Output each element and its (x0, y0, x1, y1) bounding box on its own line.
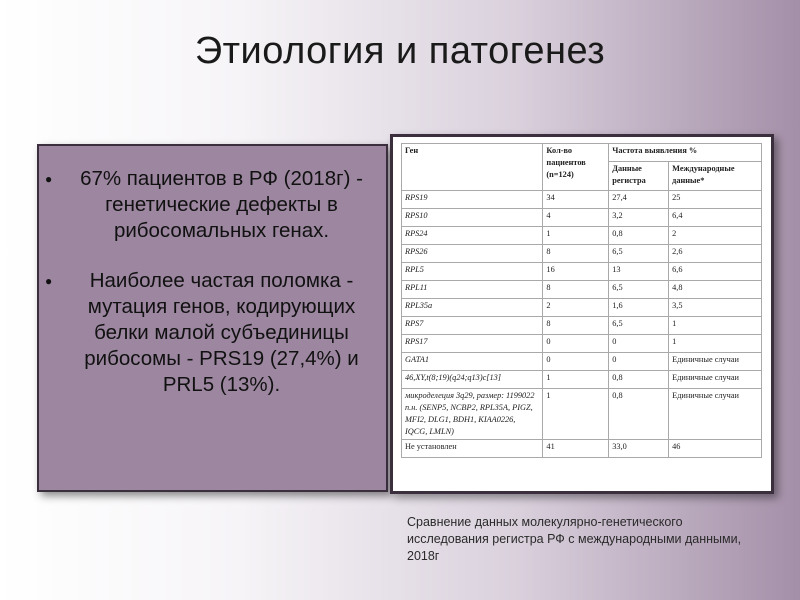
registry-table (401, 143, 762, 458)
patients-cell: 1 (543, 389, 609, 440)
registry-cell: 0 (609, 335, 669, 353)
gene-cell: GATA1 (402, 353, 543, 371)
gene-cell: Не установлен (402, 440, 543, 458)
international-cell: 46 (669, 440, 762, 458)
gene-cell: микроделеция 3q29, размер: 1199022 п.н. (SENP5, NCBP2, RPL35A, PIGZ, MFI2, DLG1, BDH1, KIAA0226, IQCG, LMLN) (402, 389, 543, 440)
patients-cell: 16 (543, 263, 609, 281)
patients-cell: 2 (543, 299, 609, 317)
table-row (402, 317, 762, 335)
bullet-item (39, 166, 380, 244)
bullet-text: Наиболее частая поломка - мутация генов, кодирующих белки малой субъединицы рибосомы - PRS19 (27,4%) и PRL5 (13%). (84, 269, 359, 396)
table-row (402, 227, 762, 245)
registry-cell: 3,2 (609, 209, 669, 227)
patients-cell: 8 (543, 317, 609, 335)
gene-cell: RPL11 (402, 281, 543, 299)
gene-cell: 46,XY,t(8;19)(q24;q13)c[13] (402, 371, 543, 389)
table-caption: Сравнение данных молекулярно-генетического исследования регистра РФ с международными данными, 2018г (407, 515, 742, 563)
international-cell: Единичные случаи (669, 389, 762, 440)
international-cell: 1 (669, 317, 762, 335)
registry-cell: 6,5 (609, 245, 669, 263)
gene-cell: RPS24 (402, 227, 543, 245)
gene-cell: RPL5 (402, 263, 543, 281)
international-cell: Единичные случаи (669, 353, 762, 371)
registry-cell: 0,8 (609, 371, 669, 389)
table-row (402, 209, 762, 227)
table-row (402, 191, 762, 209)
table-row (402, 440, 762, 458)
gene-cell: RPS7 (402, 317, 543, 335)
gene-cell: RPS17 (402, 335, 543, 353)
header-patients: Кол-во пациентов (n=124) (543, 144, 609, 191)
registry-cell: 33,0 (609, 440, 669, 458)
patients-cell: 34 (543, 191, 609, 209)
patients-cell: 41 (543, 440, 609, 458)
international-cell: 25 (669, 191, 762, 209)
international-cell: 3,5 (669, 299, 762, 317)
header-frequency: Частота выявления % (609, 144, 762, 162)
registry-cell: 6,5 (609, 281, 669, 299)
bullet-dot-icon: ● (45, 172, 53, 186)
international-cell: 1 (669, 335, 762, 353)
slide-title: Этиология и патогенез (194, 30, 606, 72)
bullet-dot-icon: ● (45, 274, 53, 288)
bullet-item (39, 268, 380, 398)
international-cell: Единичные случаи (669, 371, 762, 389)
bullet-text: 67% пациентов в РФ (2018г) - генетические дефекты в рибосомальных генах. (80, 167, 363, 242)
bullet-panel (37, 144, 388, 492)
patients-cell: 1 (543, 371, 609, 389)
registry-cell: 0,8 (609, 227, 669, 245)
patients-cell: 4 (543, 209, 609, 227)
international-cell: 6,6 (669, 263, 762, 281)
registry-cell: 6,5 (609, 317, 669, 335)
gene-cell: RPL35a (402, 299, 543, 317)
table-container (393, 137, 771, 491)
table-row (402, 335, 762, 353)
patients-cell: 8 (543, 281, 609, 299)
registry-cell: 0 (609, 353, 669, 371)
gene-cell: RPS10 (402, 209, 543, 227)
table-frame (390, 134, 774, 494)
table-row (402, 371, 762, 389)
gene-cell: RPS19 (402, 191, 543, 209)
table-row (402, 353, 762, 371)
header-gene: Ген (402, 144, 543, 191)
table-row (402, 245, 762, 263)
patients-cell: 0 (543, 335, 609, 353)
table-header-row (402, 144, 762, 162)
registry-cell: 0,8 (609, 389, 669, 440)
patients-cell: 1 (543, 227, 609, 245)
registry-cell: 1,6 (609, 299, 669, 317)
patients-cell: 8 (543, 245, 609, 263)
international-cell: 2,6 (669, 245, 762, 263)
header-registry: Данные регистра (609, 162, 669, 191)
table-row (402, 263, 762, 281)
table-row (402, 299, 762, 317)
patients-cell: 0 (543, 353, 609, 371)
international-cell: 2 (669, 227, 762, 245)
header-international: Международные данные* (669, 162, 762, 191)
registry-cell: 13 (609, 263, 669, 281)
table-row (402, 389, 762, 440)
international-cell: 6,4 (669, 209, 762, 227)
table-body (402, 191, 762, 458)
registry-cell: 27,4 (609, 191, 669, 209)
gene-cell: RPS26 (402, 245, 543, 263)
table-row (402, 281, 762, 299)
international-cell: 4,8 (669, 281, 762, 299)
